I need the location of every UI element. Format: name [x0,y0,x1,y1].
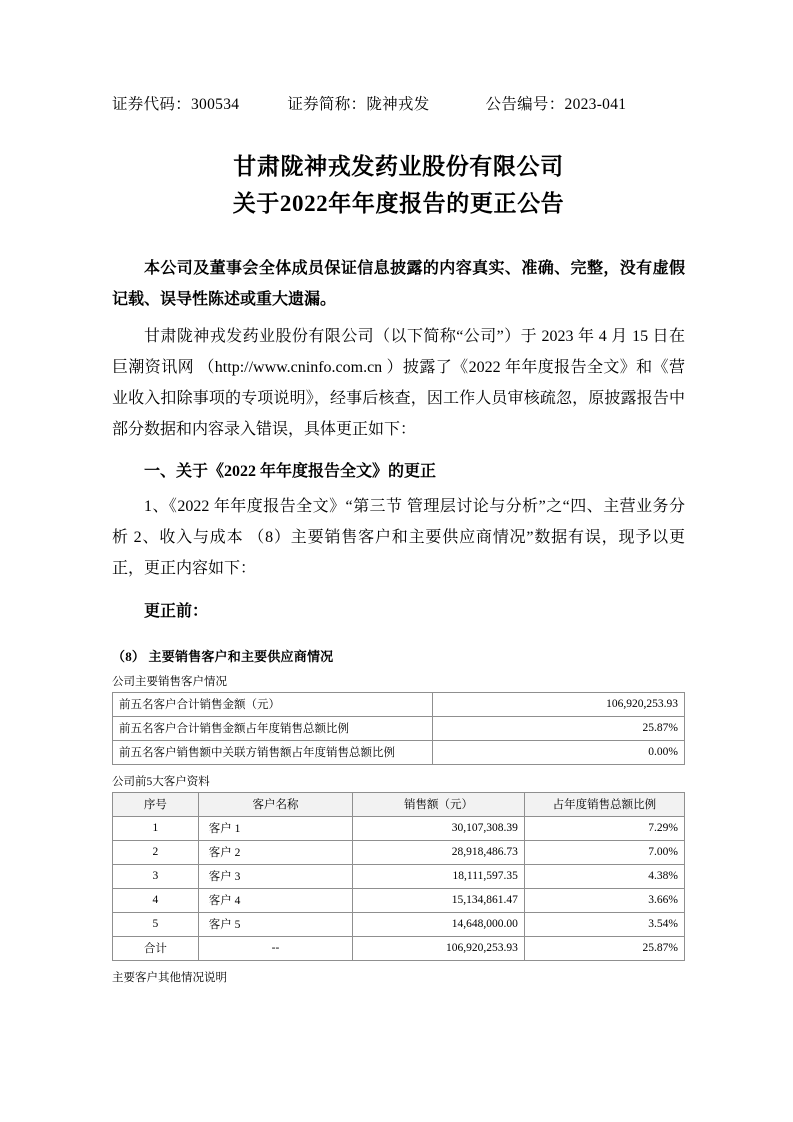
table2-total-amount: 106,920,253.93 [353,936,525,960]
table1-row-0-label: 前五名客户合计销售金额（元） [113,692,433,716]
table1-row-1-label: 前五名客户合计销售金额占年度销售总额比例 [113,716,433,740]
announcement-title: 关于2022年年度报告的更正公告 [232,191,565,217]
table2-row-2-no: 3 [113,864,199,888]
table2-row-0-amount: 30,107,308.39 [353,816,525,840]
table2-header-0: 序号 [113,792,199,816]
table2-row-3-pct: 3.66% [524,888,684,912]
table2-header-3: 占年度销售总额比例 [524,792,684,816]
table2-row-2-name: 客户 3 [198,864,352,888]
table2-row-2-pct: 4.38% [524,864,684,888]
table2-row-3-no: 4 [113,888,199,912]
top5-customers-table [112,792,685,961]
table1-row-1-value: 25.87% [433,716,685,740]
table2-row-3-name: 客户 4 [198,888,352,912]
table2-row-1-no: 2 [113,840,199,864]
table-header-row [113,792,685,816]
table2-row-1-amount: 28,918,486.73 [353,840,525,864]
table-row [113,816,685,840]
table-row [113,740,685,764]
table-row [113,888,685,912]
table2-row-0-name: 客户 1 [198,816,352,840]
company-title: 甘肃陇神戎发药业股份有限公司 [233,154,564,179]
table1-row-2-value: 0.00% [433,740,685,764]
table2-caption: 公司前5大客户资料 [112,775,210,788]
security-code: 证券代码：300534 [112,96,240,113]
security-name: 证券简称：陇神戎发 [287,96,430,113]
section-8-title: （8） 主要销售客户和主要供应商情况 [112,648,334,664]
announcement-number: 公告编号：2023-041 [485,96,627,113]
document-header [112,92,685,114]
table2-header-1: 客户名称 [198,792,352,816]
table-row [113,864,685,888]
before-correction-label: 更正前： [144,603,209,621]
footer-caption: 主要客户其他情况说明 [112,971,227,984]
table1-row-0-value: 106,920,253.93 [433,692,685,716]
table-row [113,840,685,864]
table2-row-2-amount: 18,111,597.35 [353,864,525,888]
table-row [113,912,685,936]
disclosure-statement: 本公司及董事会全体成员保证信息披露的内容真实、准确、完整，没有虚假记载、误导性陈述或重大遗漏。 [112,259,685,308]
table2-row-0-pct: 7.29% [524,816,684,840]
correction-item-1: 1、《2022 年年度报告全文》“第三节 管理层讨论与分析”之“四、主营业务分析 2、收入与成本 （8）主要销售客户和主要供应商情况”数据有误，现予以更正，更正内容如下： [112,497,685,578]
table-row [113,716,685,740]
intro-paragraph: 甘肃陇神戎发药业股份有限公司（以下简称“公司”）于 2023 年 4 月 15 日在巨潮资讯网 （http://www.cninfo.com.cn ）披露了《2022 年年度报告全文》和《营业收入扣除事项的专项说明》，经事后核查，因工作人员审核疏忽，原披露报告中部分数据和内容录入错误，具体更正如下： [112,327,685,439]
table2-row-3-amount: 15,134,861.47 [353,888,525,912]
table-total-row [113,936,685,960]
table-row [113,692,685,716]
table2-header-2: 销售额（元） [353,792,525,816]
table2-row-4-no: 5 [113,912,199,936]
table1-row-2-label: 前五名客户销售额中关联方销售额占年度销售总额比例 [113,740,433,764]
table2-row-1-pct: 7.00% [524,840,684,864]
table2-total-pct: 25.87% [524,936,684,960]
table2-row-4-pct: 3.54% [524,912,684,936]
table2-total-name: -- [198,936,352,960]
table2-row-0-no: 1 [113,816,199,840]
table2-total-label: 合计 [113,936,199,960]
table2-row-4-name: 客户 5 [198,912,352,936]
page-title [112,148,685,223]
table2-row-4-amount: 14,648,000.00 [353,912,525,936]
major-customers-summary-table [112,692,685,765]
table1-caption: 公司主要销售客户情况 [112,675,227,688]
section-1-heading: 一、关于《2022 年年度报告全文》的更正 [144,462,437,480]
table2-row-1-name: 客户 2 [198,840,352,864]
